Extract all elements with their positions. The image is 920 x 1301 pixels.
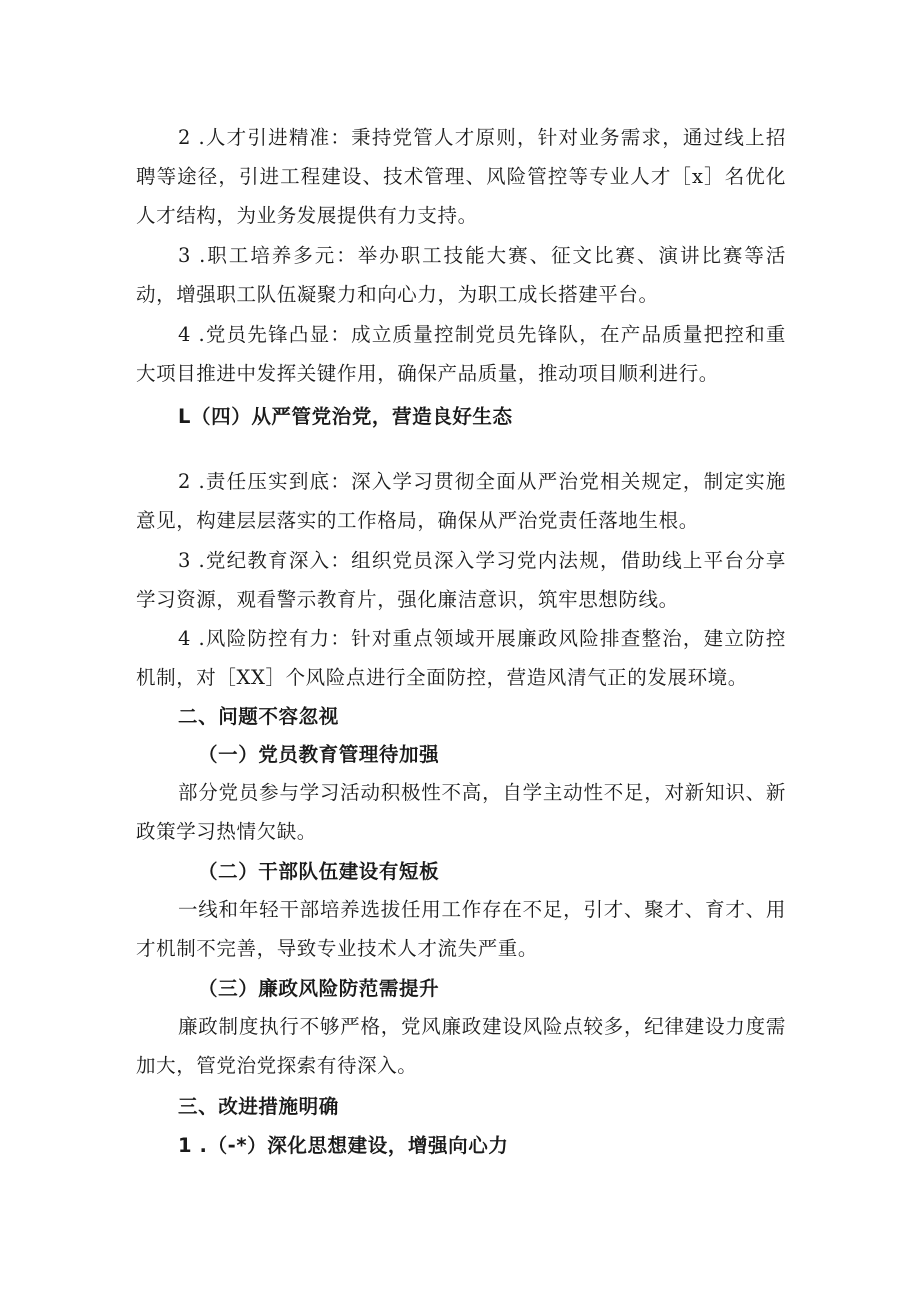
paragraph-staff-training: 3 .职工培养多元：举办职工技能大赛、征文比赛、演讲比赛等活动，增强职工队伍凝聚力和向心力，为职工成长搭建平台。	[136, 244, 786, 306]
subheading-ideological-construction: 1 .（-*）深化思想建设，增强向心力	[178, 1134, 509, 1157]
paragraph-party-vanguard: 4 .党员先锋凸显：成立质量控制党员先锋队，在产品质量把控和重大项目推进中发挥关键作用，确保产品质量，推动项目顺利进行。	[136, 323, 786, 385]
subheading-cadre-team: （二）干部队伍建设有短板	[198, 860, 440, 883]
paragraph-cadre-issue: 一线和年轻干部培养选拔任用工作存在不足，引才、聚才、育才、用才机制不完善，导致专业技术人才流失严重。	[136, 898, 786, 960]
subheading-party-education: （一）党员教育管理待加强	[198, 743, 440, 766]
paragraph-responsibility: 2 .责任压实到底：深入学习贯彻全面从严治党相关规定，制定实施意见，构建层层落实的工作格局，确保从严治党责任落地生根。	[136, 470, 786, 532]
paragraph-risk-control: 4 .风险防控有力：针对重点领域开展廉政风险排查整治，建立防控机制，对［XX］个风险点进行全面防控，营造风清气正的发展环境。	[136, 627, 786, 689]
paragraph-discipline-education: 3 .党纪教育深入：组织党员深入学习党内法规，借助线上平台分享学习资源，观看警示教育片，强化廉洁意识，筑牢思想防线。	[136, 549, 786, 611]
section-heading-strict-governance: L（四）从严管党治党，营造良好生态	[178, 405, 513, 428]
paragraph-integrity-issue: 廉政制度执行不够严格，党风廉政建设风险点较多，纪律建设力度需加大，管党治党探索有待深入。	[136, 1015, 786, 1077]
paragraph-party-education-issue: 部分党员参与学习活动积极性不高，自学主动性不足，对新知识、新政策学习热情欠缺。	[136, 781, 786, 843]
subheading-integrity-risk: （三）廉政风险防范需提升	[198, 977, 440, 1000]
heading-improvements: 三、改进措施明确	[178, 1095, 339, 1118]
heading-problems: 二、问题不容忽视	[178, 705, 339, 728]
paragraph-talent-introduction: 2 .人才引进精准：秉持党管人才原则，针对业务需求，通过线上招聘等途径，引进工程建设、技术管理、风险管控等专业人才［x］名优化人才结构，为业务发展提供有力支持。	[136, 126, 786, 227]
